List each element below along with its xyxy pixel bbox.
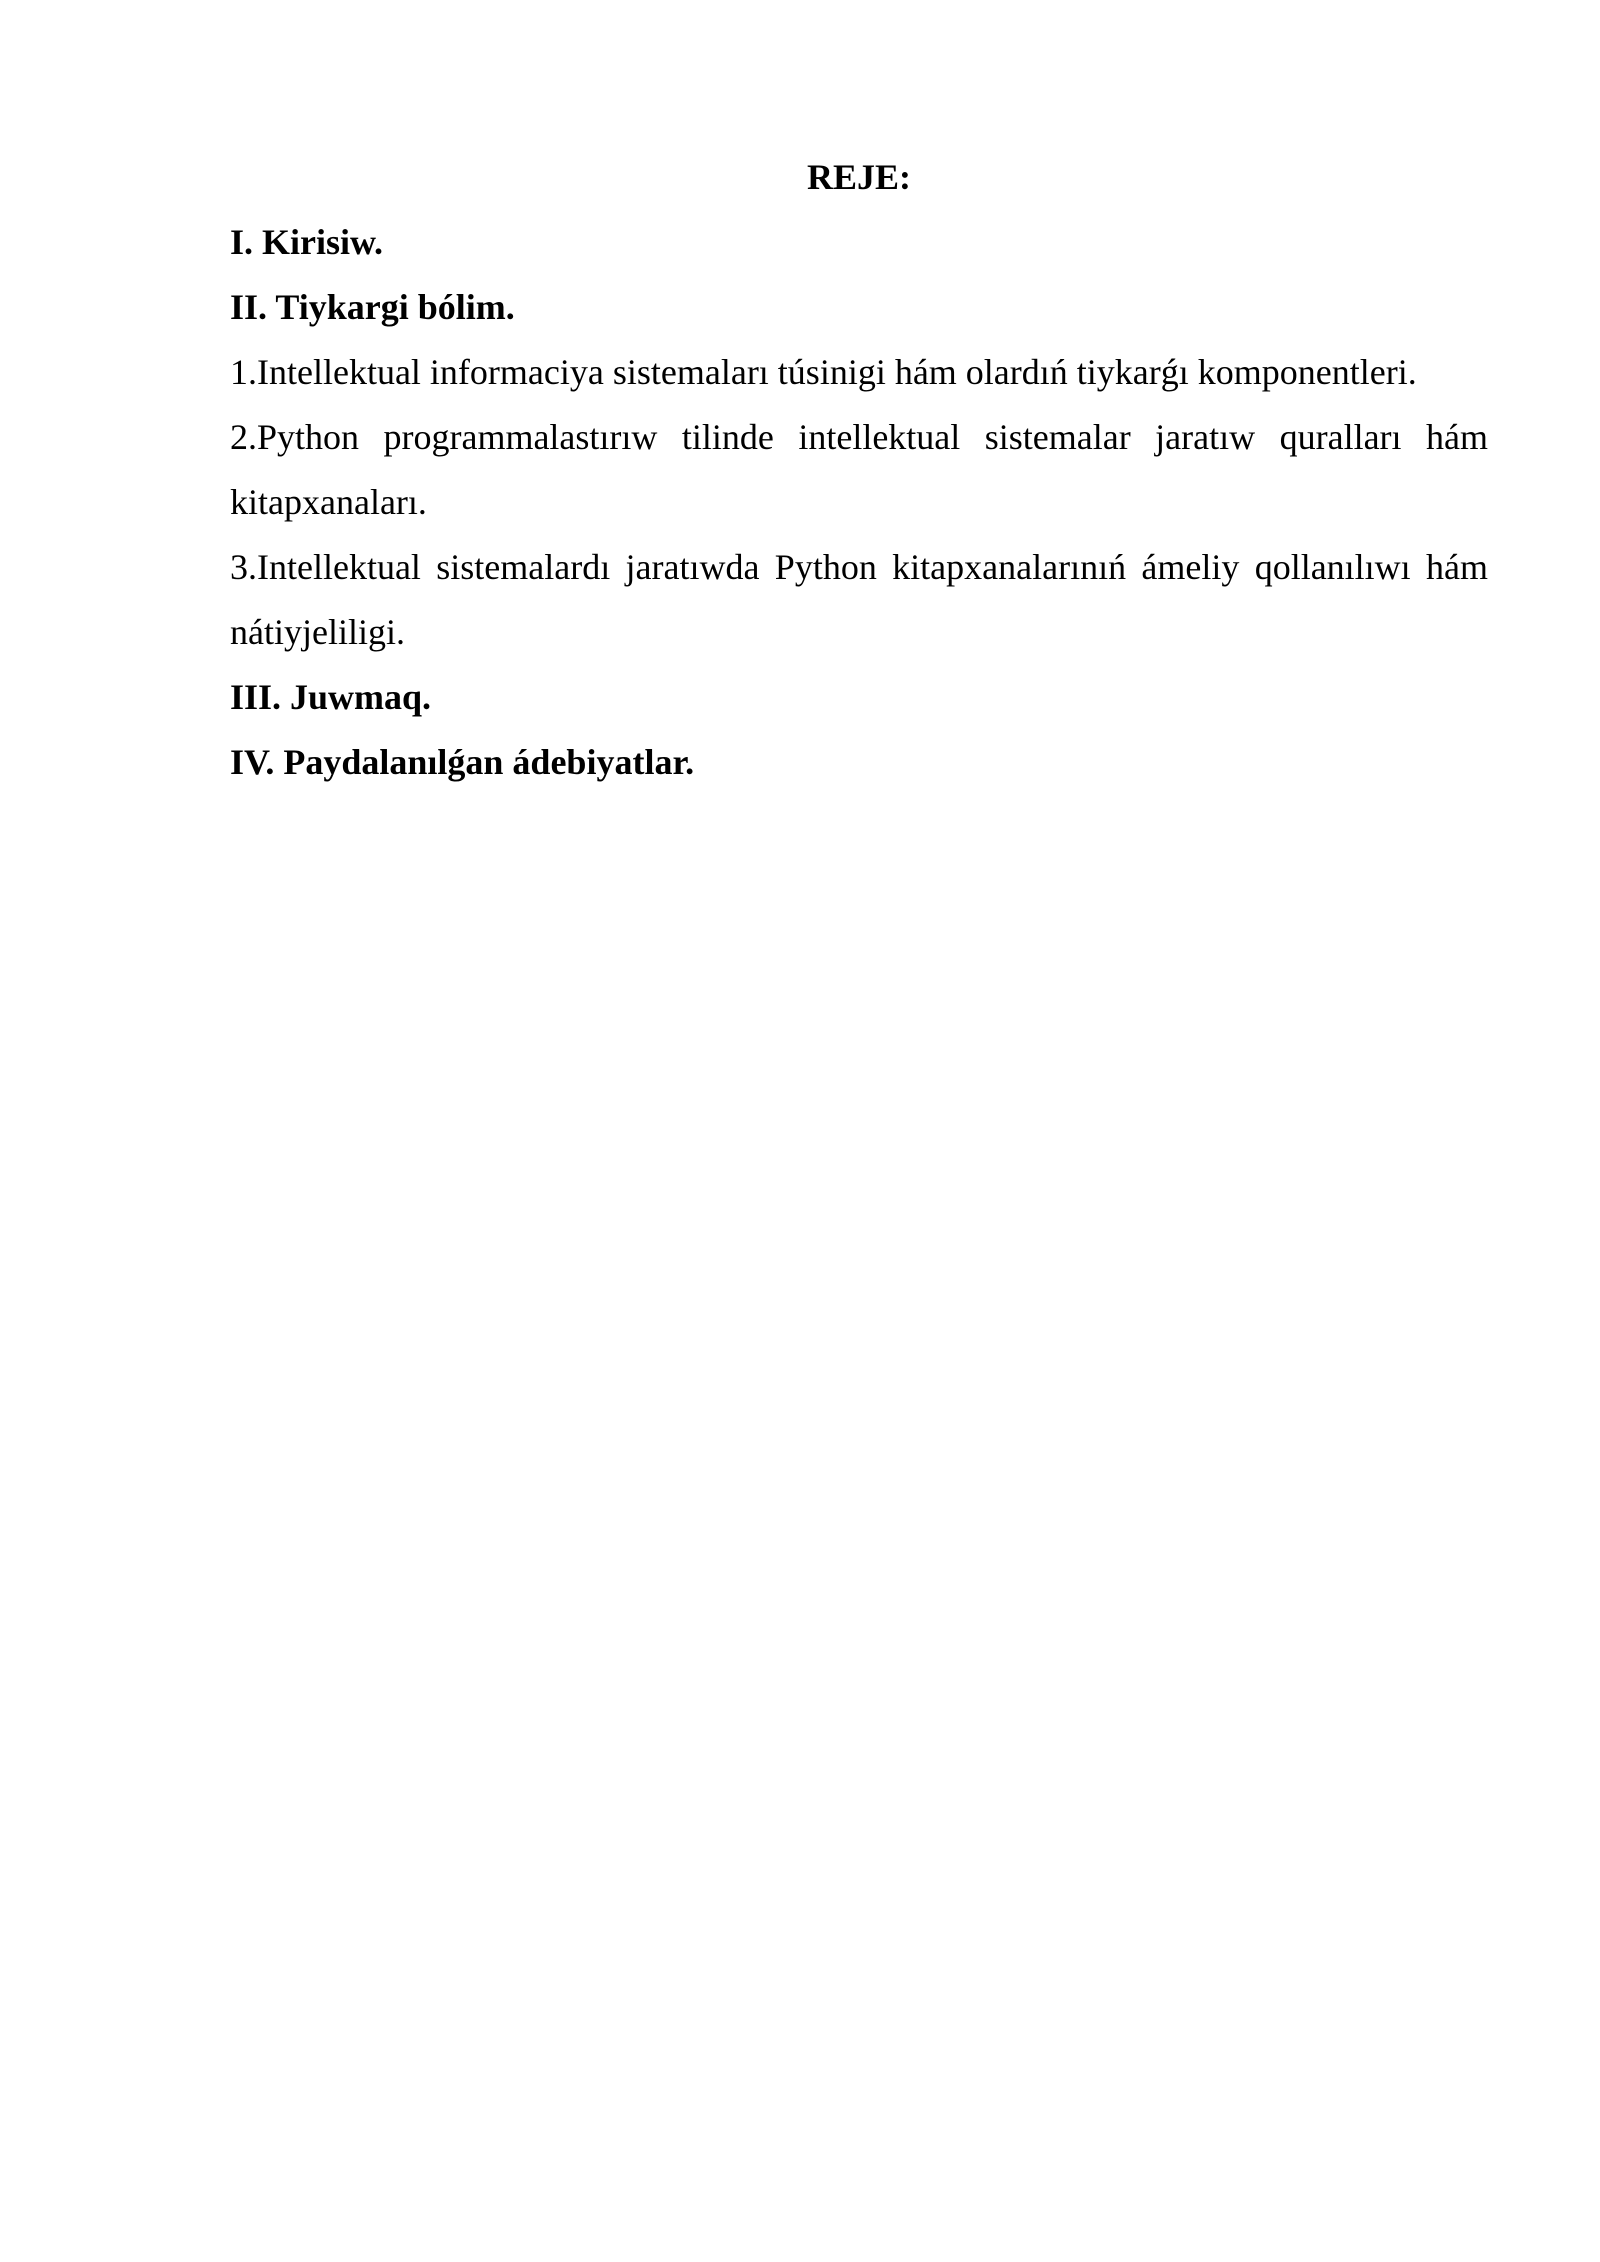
section-heading-references: IV. Paydalanılǵan ádebiyatlar. xyxy=(230,742,695,782)
section-heading-main-part: II. Tiykargi bólim. xyxy=(230,287,515,327)
plan-item-1: 1.Intellektual informaciya sistemaları túsinigi hám olardıń tiykarǵı komponentleri. xyxy=(230,352,1417,392)
plan-item-3: 3.Intellektual sistemalardı jaratıwda Python kitapxanalarınıń ámeliy qollanılıwı hám nátiyjeliligi. xyxy=(230,547,1488,652)
section-heading-introduction: I. Kirisiw. xyxy=(230,222,384,262)
plan-title: REJE: xyxy=(806,157,911,197)
plan-content xyxy=(230,145,1488,795)
plan-item-2: 2.Python programmalastırıw tilinde intellektual sistemalar jaratıw quralları hám kitapxanaları. xyxy=(230,417,1488,522)
section-heading-conclusion: III. Juwmaq. xyxy=(230,677,432,717)
